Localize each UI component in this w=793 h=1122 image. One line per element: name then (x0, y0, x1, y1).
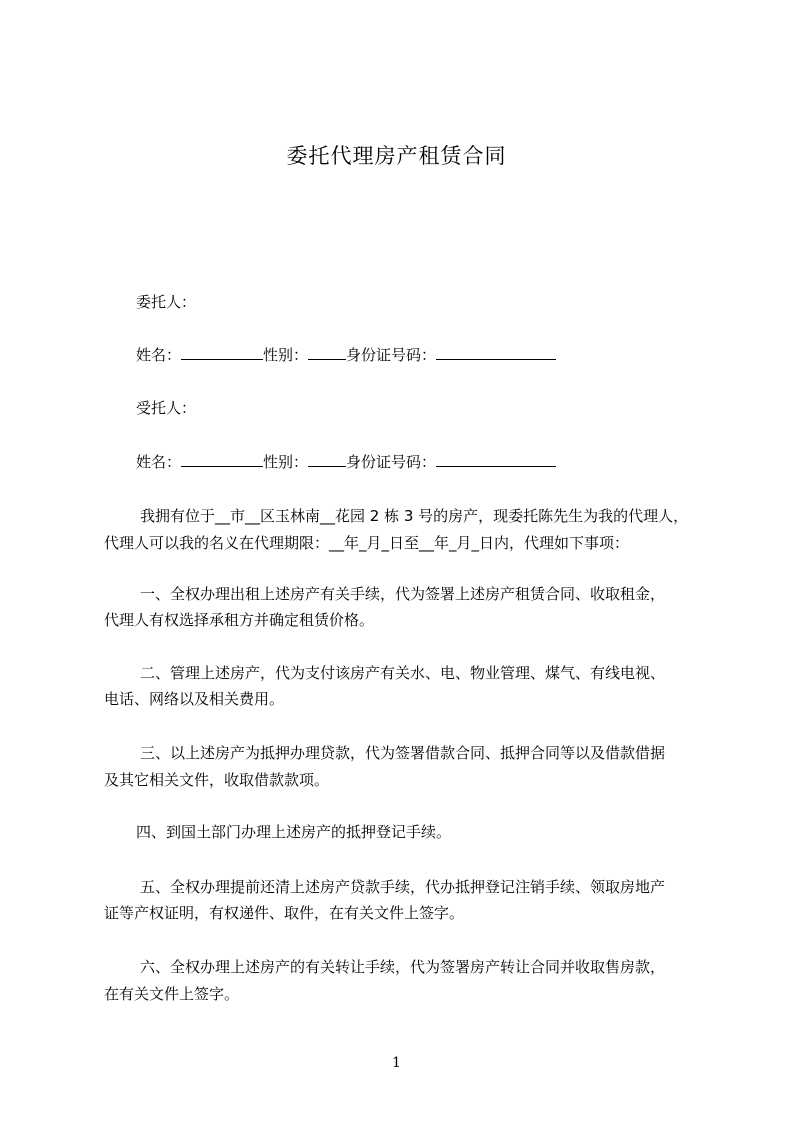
page-number: 1 (392, 1055, 401, 1071)
item-2-line-1: 二、管理上述房产，代为支付该房产有关水、电、物业管理、煤气、有线电视、 (140, 664, 666, 682)
item-5-line-2: 证等产权证明，有权递件、取件，在有关文件上签字。 (104, 904, 465, 922)
agent-gender-label: 性别： (263, 453, 309, 471)
principal-gender-blank (308, 346, 346, 360)
item-5-line-1: 五、全权办理提前还清上述房产贷款手续，代办抵押登记注销手续、领取房地产 (140, 878, 666, 896)
agent-name-blank (181, 453, 263, 467)
agent-label: 受托人： (136, 399, 197, 417)
principal-info-line (136, 345, 736, 365)
agent-gender-blank (308, 453, 346, 467)
item-6-line-1: 六、全权办理上述房产的有关转让手续，代为签署房产转让合同并收取售房款， (140, 958, 666, 976)
agent-id-blank (436, 453, 556, 467)
principal-label: 委托人： (136, 293, 197, 311)
principal-gender-label: 性别： (263, 346, 309, 364)
item-6-line-2: 在有关文件上签字。 (104, 985, 240, 1003)
item-3-line-2: 及其它相关文件，收取借款款项。 (104, 771, 330, 789)
principal-name-blank (181, 346, 263, 360)
document-title: 委托代理房产租赁合同 (286, 144, 507, 168)
item-1-line-2: 代理人有权选择承租方并确定租赁价格。 (104, 611, 375, 629)
intro-line-2: 代理人可以我的名义在代理期限：__年_月_日至__年_月_日内，代理如下事项： (104, 534, 630, 552)
agent-name-label: 姓名： (136, 453, 182, 471)
principal-id-label: 身份证号码： (346, 346, 437, 364)
item-4-line-1: 四、到国土部门办理上述房产的抵押登记手续。 (136, 823, 452, 841)
item-3-line-1: 三、以上述房产为抵押办理贷款，代为签署借款合同、抵押合同等以及借款借据 (140, 744, 666, 762)
principal-id-blank (436, 346, 556, 360)
intro-line-1: 我拥有位于__市__区玉林南__花园 2 栋 3 号的房产，现委托陈先生为我的代理人， (140, 507, 689, 525)
agent-info-line (136, 452, 736, 472)
principal-name-label: 姓名： (136, 346, 182, 364)
agent-id-label: 身份证号码： (346, 453, 437, 471)
item-2-line-2: 电话、网络以及相关费用。 (104, 690, 285, 708)
item-1-line-1: 一、全权办理出租上述房产有关手续，代为签署上述房产租赁合同、收取租金， (140, 585, 666, 603)
